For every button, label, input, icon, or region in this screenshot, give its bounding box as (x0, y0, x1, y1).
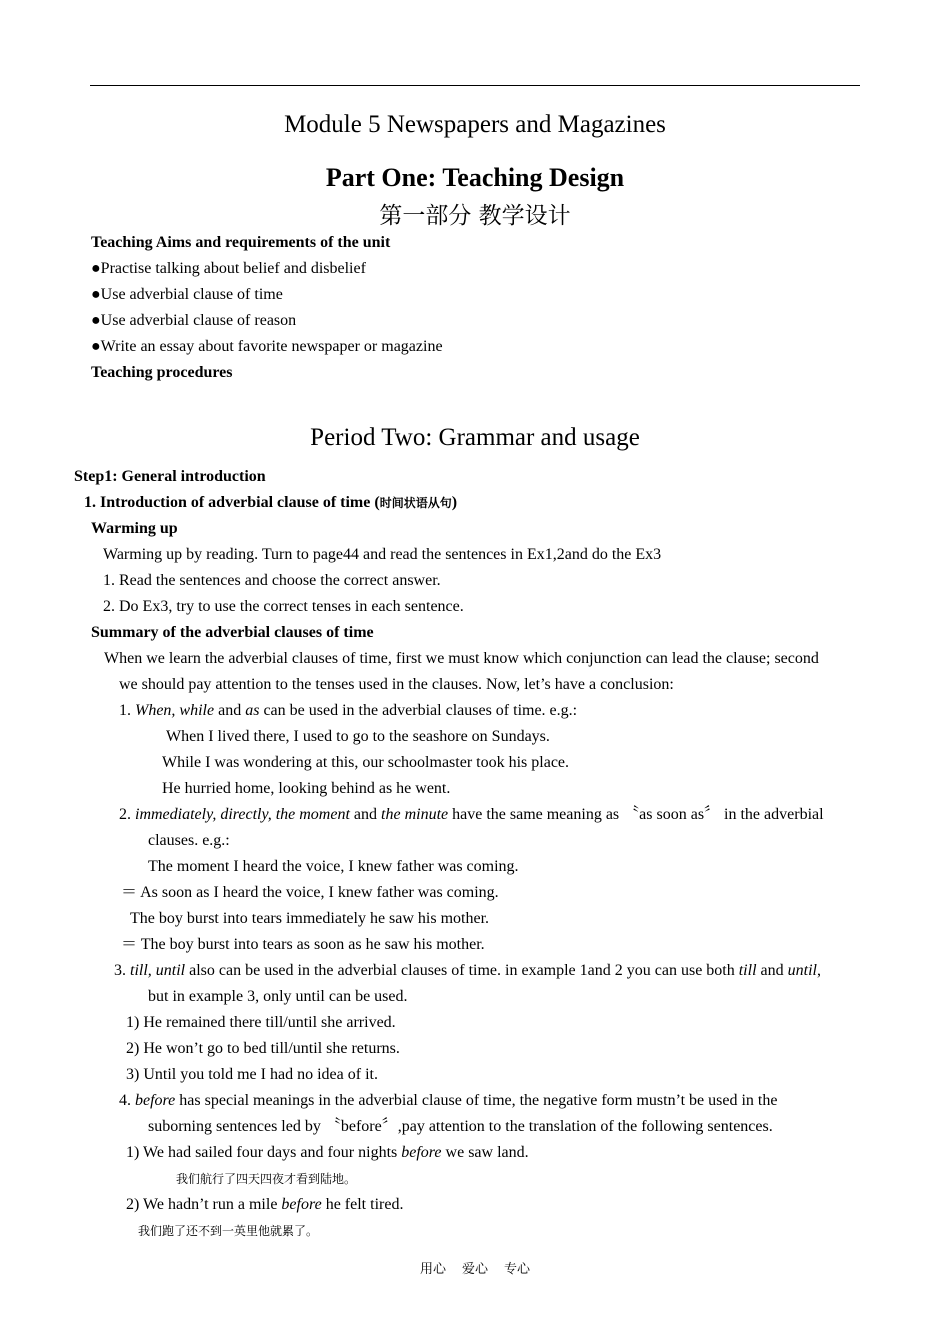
example-sentence: The boy burst into tears immediately he saw his mother. (130, 910, 490, 927)
bullet-icon: ● (91, 312, 101, 329)
aims-item: ●Use adverbial clause of reason (91, 312, 297, 329)
example-sentence: He hurried home, looking behind as he went. (162, 780, 451, 797)
example-sentence: While I was wondering at this, our schoolmaster took his place. (162, 754, 570, 771)
point-4: 4. before has special meanings in the adverbial clause of time, the negative form mustn’t be used in the (119, 1092, 778, 1109)
procedures-heading: Teaching procedures (91, 364, 233, 381)
step1-heading: Step1: General introduction (74, 468, 266, 485)
example-sentence: The moment I heard the voice, I knew father was coming. (148, 858, 519, 875)
warming-heading: Warming up (91, 520, 178, 537)
summary-heading: Summary of the adverbial clauses of time (91, 624, 374, 641)
summary-text: we should pay attention to the tenses used in the clauses. Now, let’s have a conclusion: (119, 676, 674, 693)
bullet-icon: ● (91, 260, 101, 277)
example-sentence: 2) We hadn’t run a mile before he felt tired. (126, 1196, 404, 1213)
bullet-icon: ● (91, 338, 101, 355)
warming-text: Warming up by reading. Turn to page44 and read the sentences in Ex1,2and do the Ex3 (103, 546, 662, 563)
top-rule (90, 85, 860, 86)
point-1: 1. When, while and as can be used in the adverbial clauses of time. e.g.: (119, 702, 578, 719)
bullet-icon: ● (91, 286, 101, 303)
example-sentence: ＝ As soon as I heard the voice, I knew father was coming. (121, 884, 499, 901)
point-2-cont: clauses. e.g.: (148, 832, 230, 849)
period-title: Period Two: Grammar and usage (310, 424, 640, 451)
module-title: Module 5 Newspapers and Magazines (284, 111, 666, 138)
aims-heading: Teaching Aims and requirements of the unit (91, 234, 391, 251)
warming-item: 1. Read the sentences and choose the correct answer. (103, 572, 441, 589)
example-sentence: 3) Until you told me I had no idea of it. (126, 1066, 378, 1083)
point-2: 2. immediately, directly, the moment and the minute have the same meaning as 〝as soon as〞 in the adverbial (119, 806, 824, 823)
example-sentence: 2) He won’t go to bed till/until she returns. (126, 1040, 400, 1057)
example-sentence: When I lived there, I used to go to the seashore on Sundays. (166, 728, 550, 745)
example-sentence: 1) We had sailed four days and four nights before we saw land. (126, 1144, 529, 1161)
aims-item: ●Write an essay about favorite newspaper or magazine (91, 338, 443, 355)
example-sentence: 1) He remained there till/until she arrived. (126, 1014, 396, 1031)
part-title: Part One: Teaching Design (325, 163, 625, 192)
aims-item: ●Use adverbial clause of time (91, 286, 283, 303)
part-title-cn: 第一部分 教学设计 (379, 203, 571, 229)
aims-item: ●Practise talking about belief and disbelief (91, 260, 366, 277)
page-footer: 用心 爱心 专心 (419, 1262, 531, 1277)
translation-cn: 我们跑了还不到一英里他就累了。 (138, 1224, 319, 1238)
example-sentence: ＝ The boy burst into tears as soon as he saw his mother. (121, 936, 485, 953)
point-3-cont: but in example 3, only until can be used. (148, 988, 408, 1005)
translation-cn: 我们航行了四天四夜才看到陆地。 (176, 1172, 357, 1186)
summary-text: When we learn the adverbial clauses of time, first we must know which conjunction can lead the clause; second (104, 650, 819, 667)
point-3: 3. till, until also can be used in the adverbial clauses of time. in example 1and 2 you can use both till and until, (114, 962, 821, 979)
warming-item: 2. Do Ex3, try to use the correct tenses in each sentence. (103, 598, 464, 615)
point-4-cont: suborning sentences led by 〝before〞,pay attention to the translation of the following sentences. (148, 1118, 773, 1135)
intro-heading: 1. Introduction of adverbial clause of time (时间状语从句) (84, 494, 458, 511)
